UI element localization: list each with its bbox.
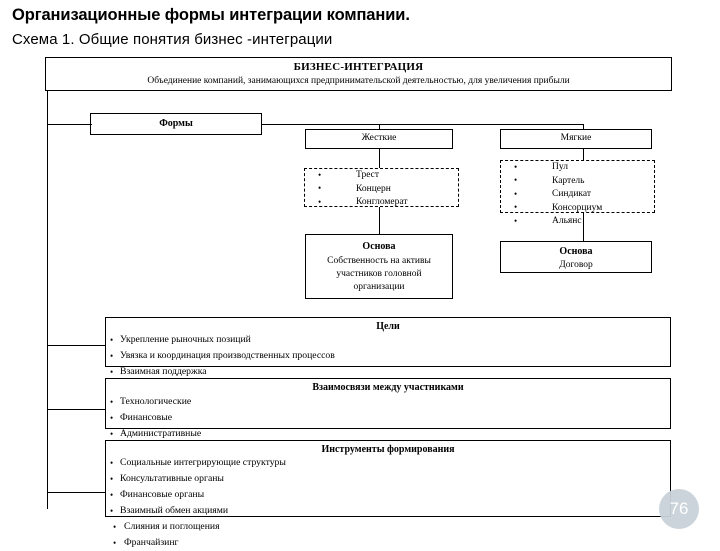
list-item: • Финансовые органы — [110, 487, 670, 503]
slide-title: Организационные формы интеграции компании. — [12, 6, 410, 24]
forms-box — [90, 113, 262, 135]
section-goals-title: Цели — [376, 321, 400, 332]
forms-box-label: Формы — [159, 118, 193, 129]
list-item: • Увязка и координация производственных процессов — [110, 348, 670, 364]
section-relations-list — [110, 394, 670, 442]
connector-to-section-goals — [47, 345, 105, 346]
section-goals-list — [110, 332, 670, 380]
connector-soft-to-list — [583, 149, 584, 160]
connector-to-section-relations — [47, 409, 105, 410]
branch-soft-box — [500, 129, 652, 149]
list-item: • Укрепление рыночных позиций — [110, 332, 670, 348]
list-item: • Административные — [110, 426, 670, 442]
branch-hard-box — [305, 129, 453, 149]
page-number-badge: 76 — [659, 489, 699, 529]
branch-hard-label: Жесткие — [361, 133, 397, 143]
branch-soft-basis-box — [500, 241, 652, 273]
list-item: • Финансовые — [110, 410, 670, 426]
list-item: • Консультативные органы — [110, 471, 670, 487]
list-item: • Слияния и поглощения — [110, 519, 670, 535]
branch-hard-basis-box — [305, 234, 453, 299]
list-item: • Взаимный обмен акциями — [110, 503, 670, 519]
list-item: • Картель — [500, 175, 660, 189]
trunk-connector-vertical — [47, 91, 48, 509]
branch-soft-items-list — [500, 161, 660, 229]
list-item: • Конгломерат — [304, 196, 459, 210]
list-item: • Концерн — [304, 183, 459, 197]
connector-soft-to-basis — [583, 213, 584, 241]
section-relations-title: Взаимосвязи между участниками — [312, 382, 464, 393]
branch-hard-basis-title: Основа — [362, 241, 396, 252]
branch-soft-basis-title: Основа — [559, 246, 593, 257]
slide-subtitle: Схема 1. Общие понятия бизнес -интеграции — [12, 31, 333, 48]
branch-hard-basis-line-2: участников головной — [336, 269, 422, 279]
branch-soft-label: Мягкие — [560, 133, 592, 143]
connector-to-section-tools — [47, 492, 105, 493]
forms-bus-horizontal — [262, 124, 584, 125]
business-integration-description: Объединение компаний, занимающихся предпринимательской деятельностью, для увеличения прибыли — [147, 76, 570, 86]
business-integration-box — [45, 57, 672, 91]
connector-hard-to-basis — [379, 207, 380, 234]
list-item: • Пул — [500, 161, 660, 175]
branch-hard-items-list — [304, 169, 459, 210]
list-item: • Взаимная поддержка — [110, 364, 670, 380]
list-item: • Альянс — [500, 215, 660, 229]
list-item: • Синдикат — [500, 188, 660, 202]
list-item: • Трест — [304, 169, 459, 183]
list-item: • Консорциум — [500, 202, 660, 216]
connector-hard-to-list — [379, 149, 380, 168]
connector-to-forms — [47, 124, 92, 125]
branch-soft-basis-line-1: Договор — [559, 260, 593, 270]
list-item: • Социальные интегрирующие структуры — [110, 455, 670, 471]
branch-hard-basis-line-3: организации — [353, 282, 405, 292]
section-tools-list — [110, 455, 670, 551]
list-item: • Технологические — [110, 394, 670, 410]
section-tools-title: Инструменты формирования — [321, 444, 455, 455]
branch-hard-basis-line-1: Собственность на активы — [327, 256, 431, 266]
business-integration-title: БИЗНЕС-ИНТЕГРАЦИЯ — [293, 61, 424, 73]
list-item: • Франчайзинг — [110, 535, 670, 551]
